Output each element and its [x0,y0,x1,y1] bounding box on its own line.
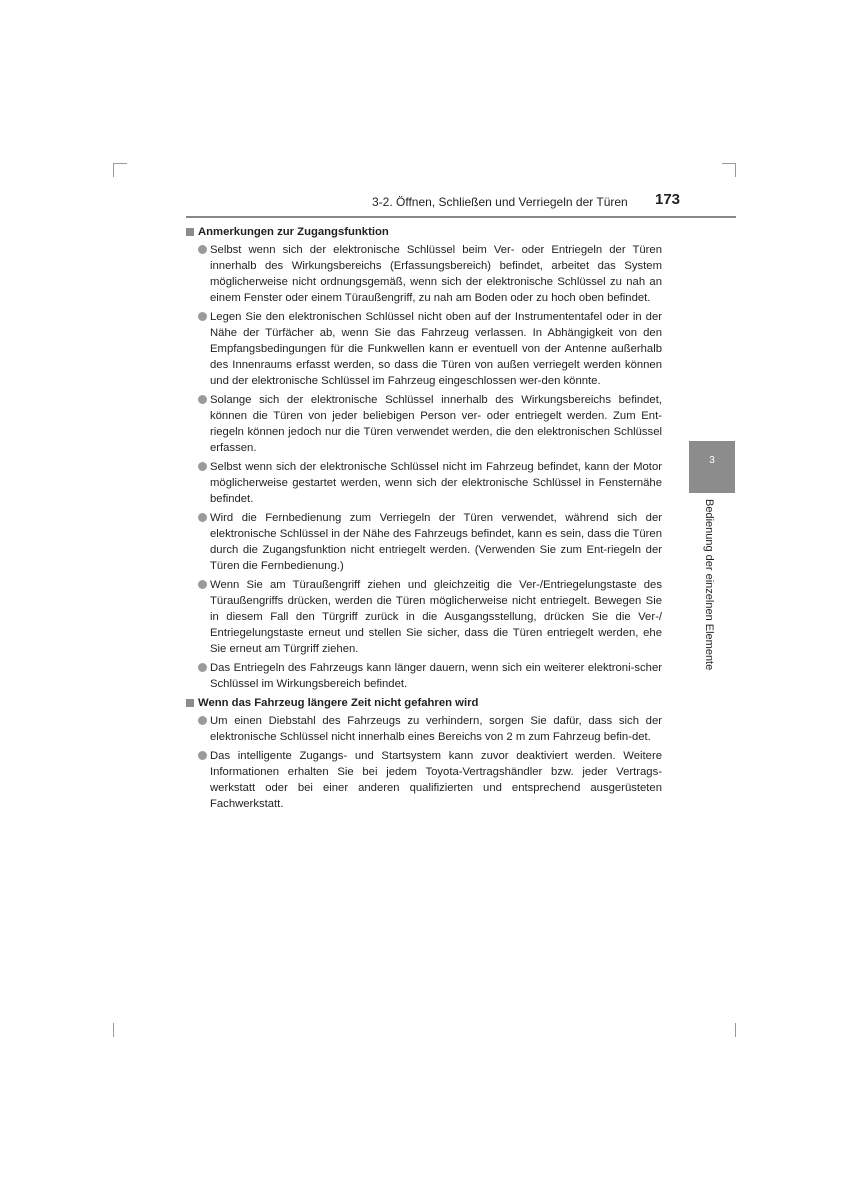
round-bullet-icon [198,716,207,725]
list-item [186,242,662,306]
list-item-text: Wenn Sie am Türaußengriff ziehen und gleichzeitig die Ver-/Entriegelungstaste des Türaußengriffs drücken, werden die Türen möglicherweise nicht entriegelt. Bewegen Sie in diesem Fall den Türgriff zurück in die Ausgangsstellung, drücken Sie die Ver-/ Entriegelungstaste erneut und stellen Sie sicher, dass die Türen entriegelt werden, ehe Sie erneut am Türgriff ziehen. [210,579,662,655]
crop-mark-top-right-vertical [735,163,736,177]
list-item-text: Selbst wenn sich der elektronische Schlüssel beim Ver- oder Entriegeln der Türen innerhalb des Wirkungsbereichs (Erfassungsbereich) befindet, arbeitet das System möglicherweise nicht ordnungsgemäß, wenn sich der elektronische Schlüssel zu nah an einem Fenster oder einem Türaußengriff, zu nah am Boden oder zu hoch oben befindet. [210,244,662,304]
list-item [186,459,662,507]
list-item-text: Um einen Diebstahl des Fahrzeugs zu verhindern, sorgen Sie dafür, dass sich der elektronische Schlüssel nicht innerhalb eines Bereichs von 2 m zum Fahrzeug befin-det. [210,715,662,743]
chapter-label: Bedienung der einzelnen Elemente [703,499,715,671]
list-item [186,577,662,657]
round-bullet-icon [198,513,207,522]
round-bullet-icon [198,462,207,471]
round-bullet-icon [198,245,207,254]
list-item-text: Legen Sie den elektronischen Schlüssel nicht oben auf der Instrumententafel oder in der Nähe der Türfächer ab, wenn Sie das Fahrzeug verlassen. In Abhängigkeit von den Empfangsbedingungen für die Funkwellen kann er eventuell von der Antenne außerhalb des Innenraums erfasst werden, so dass die Türen von außen verriegelt werden können und der elektronische Schlüssel im Fahrzeug eingeschlossen wer-den könnte. [210,311,662,387]
section-title: 3-2. Öffnen, Schließen und Verriegeln der Türen [372,195,628,209]
chapter-tab [689,441,735,493]
round-bullet-icon [198,751,207,760]
page-content [186,224,662,815]
crop-mark-top-left-vertical [113,163,114,177]
crop-mark-bottom-right [735,1023,736,1037]
round-bullet-icon [198,580,207,589]
list-item-text: Das Entriegeln des Fahrzeugs kann länger dauern, wenn sich ein weiterer elektroni-scher Schlüssel im Wirkungsbereich befindet. [210,662,662,690]
list-item-text: Wird die Fernbedienung zum Verriegeln der Türen verwendet, während sich der elektronische Schlüssel in der Nähe des Fahrzeugs befindet, kann es sein, dass die Türen durch die Zugangsfunktion nicht entriegelt werden. (Verwenden Sie zum Ent-riegeln der Türen die Fernbedienung.) [210,512,662,572]
list-item [186,748,662,812]
section-heading [186,695,662,711]
section-heading-text: Wenn das Fahrzeug längere Zeit nicht gefahren wird [198,697,479,709]
square-bullet-icon [186,228,194,236]
section-heading [186,224,662,240]
crop-mark-bottom-left [113,1023,114,1037]
header-rule [186,216,736,218]
page-number: 173 [655,191,681,208]
list-item [186,713,662,745]
list-item-text: Das intelligente Zugangs- und Startsystem kann zuvor deaktiviert werden. Weitere Informationen erhalten Sie bei jedem Toyota-Vertragshändler bzw. jeder Vertrags-werkstatt oder bei einer anderen qualifizierten und entsprechend ausgerüsteten Fachwerkstatt. [210,750,662,810]
list-item [186,309,662,389]
list-item-text: Solange sich der elektronische Schlüssel innerhalb des Wirkungsbereichs befindet, können die Türen von jeder beliebigen Person ver- oder entriegelt werden. Zum Ent-riegeln können jedoch nur die Türen verwendet werden, die den elektronischen Schlüssel erfassen. [210,394,662,454]
list-item [186,660,662,692]
list-item [186,510,662,574]
list-item-text: Selbst wenn sich der elektronische Schlüssel nicht im Fahrzeug befindet, kann der Motor möglicherweise gestartet werden, wenn sich der elektronische Schlüssel in Fensternähe befindet. [210,461,662,505]
section-heading-text: Anmerkungen zur Zugangsfunktion [198,226,389,238]
square-bullet-icon [186,699,194,707]
chapter-number: 3 [709,455,715,466]
round-bullet-icon [198,395,207,404]
crop-mark-top-left-horizontal [113,163,127,164]
round-bullet-icon [198,312,207,321]
round-bullet-icon [198,663,207,672]
crop-mark-top-right-horizontal [722,163,736,164]
list-item [186,392,662,456]
